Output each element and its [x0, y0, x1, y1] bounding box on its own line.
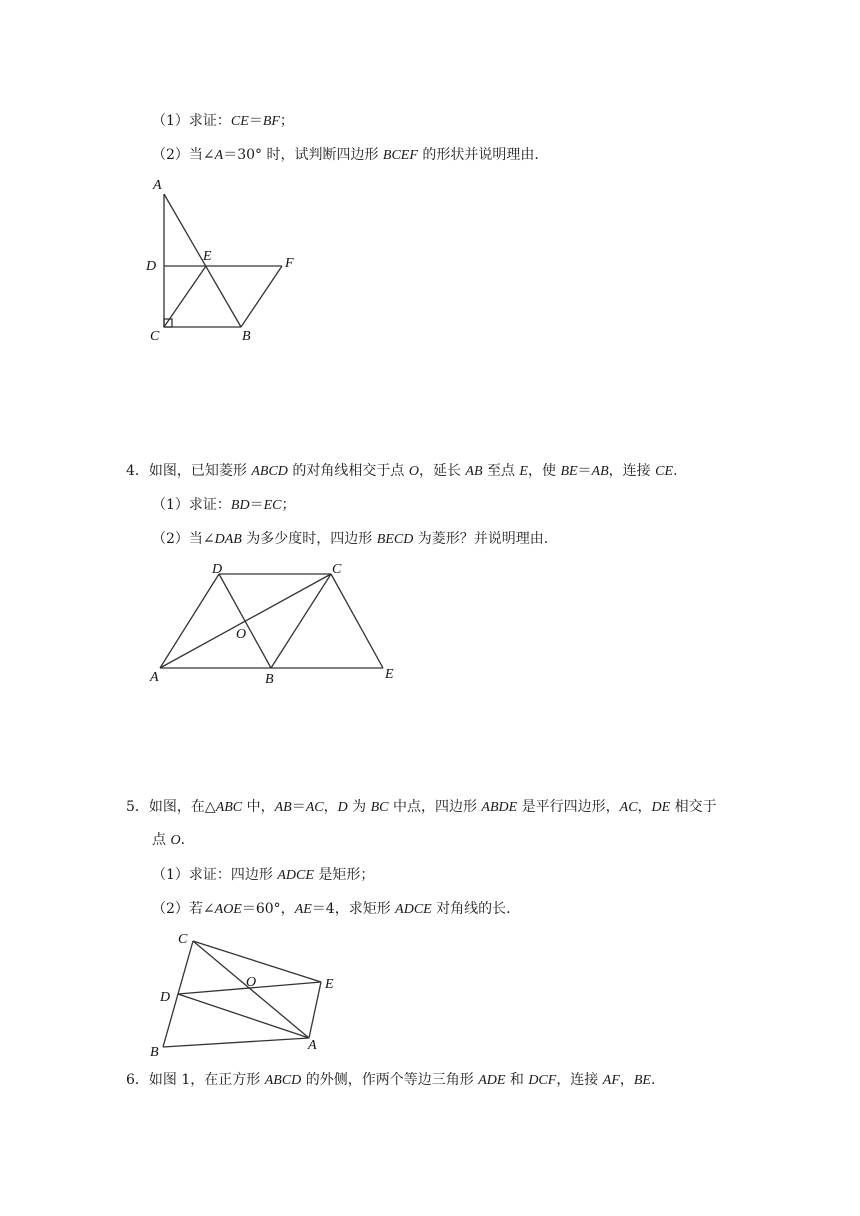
point-label-c: C — [150, 329, 160, 344]
point-label-b: B — [242, 329, 251, 344]
segment-ba — [163, 1038, 309, 1047]
math-var: CE — [230, 114, 249, 129]
text-segment: ； — [281, 497, 296, 513]
text-segment: ＝ — [577, 463, 592, 479]
text-segment: ，延长 — [418, 463, 466, 479]
math-var: ABCD — [251, 464, 288, 479]
math-var: CE — [655, 464, 673, 479]
text-segment: 5．如图，在△ — [126, 799, 216, 815]
text-segment: ， — [637, 799, 652, 815]
math-var: BC — [370, 800, 389, 815]
math-var: AC — [619, 800, 638, 815]
text-segment: （1）求证： — [152, 497, 231, 513]
point-label-d: D — [146, 259, 157, 274]
text-segment: 相交于 — [670, 799, 717, 815]
point-label-b: B — [265, 672, 274, 687]
text-segment: （2）当∠ — [152, 531, 215, 547]
text-segment: ＝4，求矩形 — [311, 901, 396, 917]
text-segment: 6．如图 1，在正方形 — [126, 1072, 265, 1088]
text-segment: . — [180, 832, 186, 848]
math-var: O — [408, 464, 419, 479]
text-segment: ； — [279, 113, 294, 129]
point-label-o: O — [246, 975, 257, 990]
math-var: AC — [305, 800, 324, 815]
text-segment: 的形状并说明理由. — [417, 147, 539, 163]
text-segment: 是矩形； — [313, 867, 375, 883]
text-segment: . — [650, 1072, 656, 1088]
math-var: AB — [591, 464, 609, 479]
math-var: DCF — [528, 1073, 557, 1088]
text-segment: 的外侧，作两个等边三角形 — [301, 1072, 479, 1088]
text-segment: ，连接 — [608, 463, 656, 479]
math-var: ABCD — [264, 1073, 302, 1088]
text-segment: 中， — [242, 799, 275, 815]
point-label-c: C — [332, 562, 342, 577]
point-label-e: E — [203, 249, 212, 264]
math-var: A — [214, 148, 224, 163]
math-var: BF — [262, 114, 280, 129]
text-segment: 是平行四边形， — [517, 799, 620, 815]
math-var: BE — [560, 464, 578, 479]
text-segment: 点 — [152, 832, 171, 848]
point-label-e: E — [385, 667, 394, 682]
text-segment: 的对角线相交于点 — [287, 463, 409, 479]
math-var: AB — [465, 464, 483, 479]
point-label-e: E — [325, 977, 334, 992]
point-label-o: O — [236, 627, 247, 642]
math-var: BCEF — [382, 148, 418, 163]
text-segment: （2）若∠ — [152, 901, 215, 917]
text-segment: ＝30° 时，试判断四边形 — [223, 147, 383, 163]
text-segment: 为菱形？并说明理由. — [413, 531, 549, 547]
point-label-d: D — [212, 562, 223, 577]
point-label-a: A — [150, 670, 159, 685]
text-segment: 中点，四边形 — [388, 799, 482, 815]
math-var: DAB — [214, 532, 242, 547]
text-segment: ， — [323, 799, 338, 815]
text-segment: ＝ — [248, 113, 263, 129]
math-var: AE — [294, 902, 312, 917]
math-var: BD — [230, 498, 250, 513]
text-segment: 对角线的长. — [431, 901, 511, 917]
point-label-a: A — [308, 1038, 317, 1053]
text-segment: 为多少度时，四边形 — [241, 531, 377, 547]
q6-stem — [126, 1070, 655, 1091]
math-var: EC — [263, 498, 282, 513]
math-var: D — [337, 800, 348, 815]
math-var: ADCE — [395, 902, 432, 917]
text-segment: ，使 — [527, 463, 561, 479]
math-var: BE — [633, 1073, 651, 1088]
math-var: ADCE — [277, 868, 314, 883]
point-label-b: B — [150, 1045, 159, 1060]
segment-ae — [309, 982, 321, 1038]
text-segment: ＝ — [249, 497, 264, 513]
point-label-a: A — [153, 178, 162, 193]
point-label-d: D — [160, 990, 171, 1005]
text-segment: 和 — [505, 1072, 529, 1088]
math-var: ABDE — [481, 800, 518, 815]
segment-da — [178, 994, 309, 1038]
math-var: ADE — [478, 1073, 506, 1088]
math-var: O — [170, 833, 181, 848]
math-var: AF — [602, 1073, 620, 1088]
math-var: E — [519, 464, 528, 479]
math-var: AB — [274, 800, 292, 815]
text-segment: 为 — [347, 799, 371, 815]
point-label-c: C — [178, 932, 188, 947]
math-var: BECD — [376, 532, 414, 547]
text-segment: （1）求证： — [152, 113, 231, 129]
text-segment: ＝ — [291, 799, 306, 815]
text-segment: （2）当∠ — [152, 147, 215, 163]
math-var: DE — [651, 800, 671, 815]
text-segment: ＝60°， — [241, 901, 295, 917]
text-segment: . — [673, 463, 678, 479]
text-segment: ，连接 — [556, 1072, 603, 1088]
math-var: AOE — [214, 902, 242, 917]
text-segment: （1）求证：四边形 — [152, 867, 278, 883]
text-segment: 至点 — [482, 463, 520, 479]
text-segment: ， — [619, 1072, 634, 1088]
segment-ce — [193, 941, 321, 982]
point-label-f: F — [285, 256, 294, 271]
math-var: ABC — [215, 800, 243, 815]
text-segment: 4．如图，已知菱形 — [126, 463, 252, 479]
